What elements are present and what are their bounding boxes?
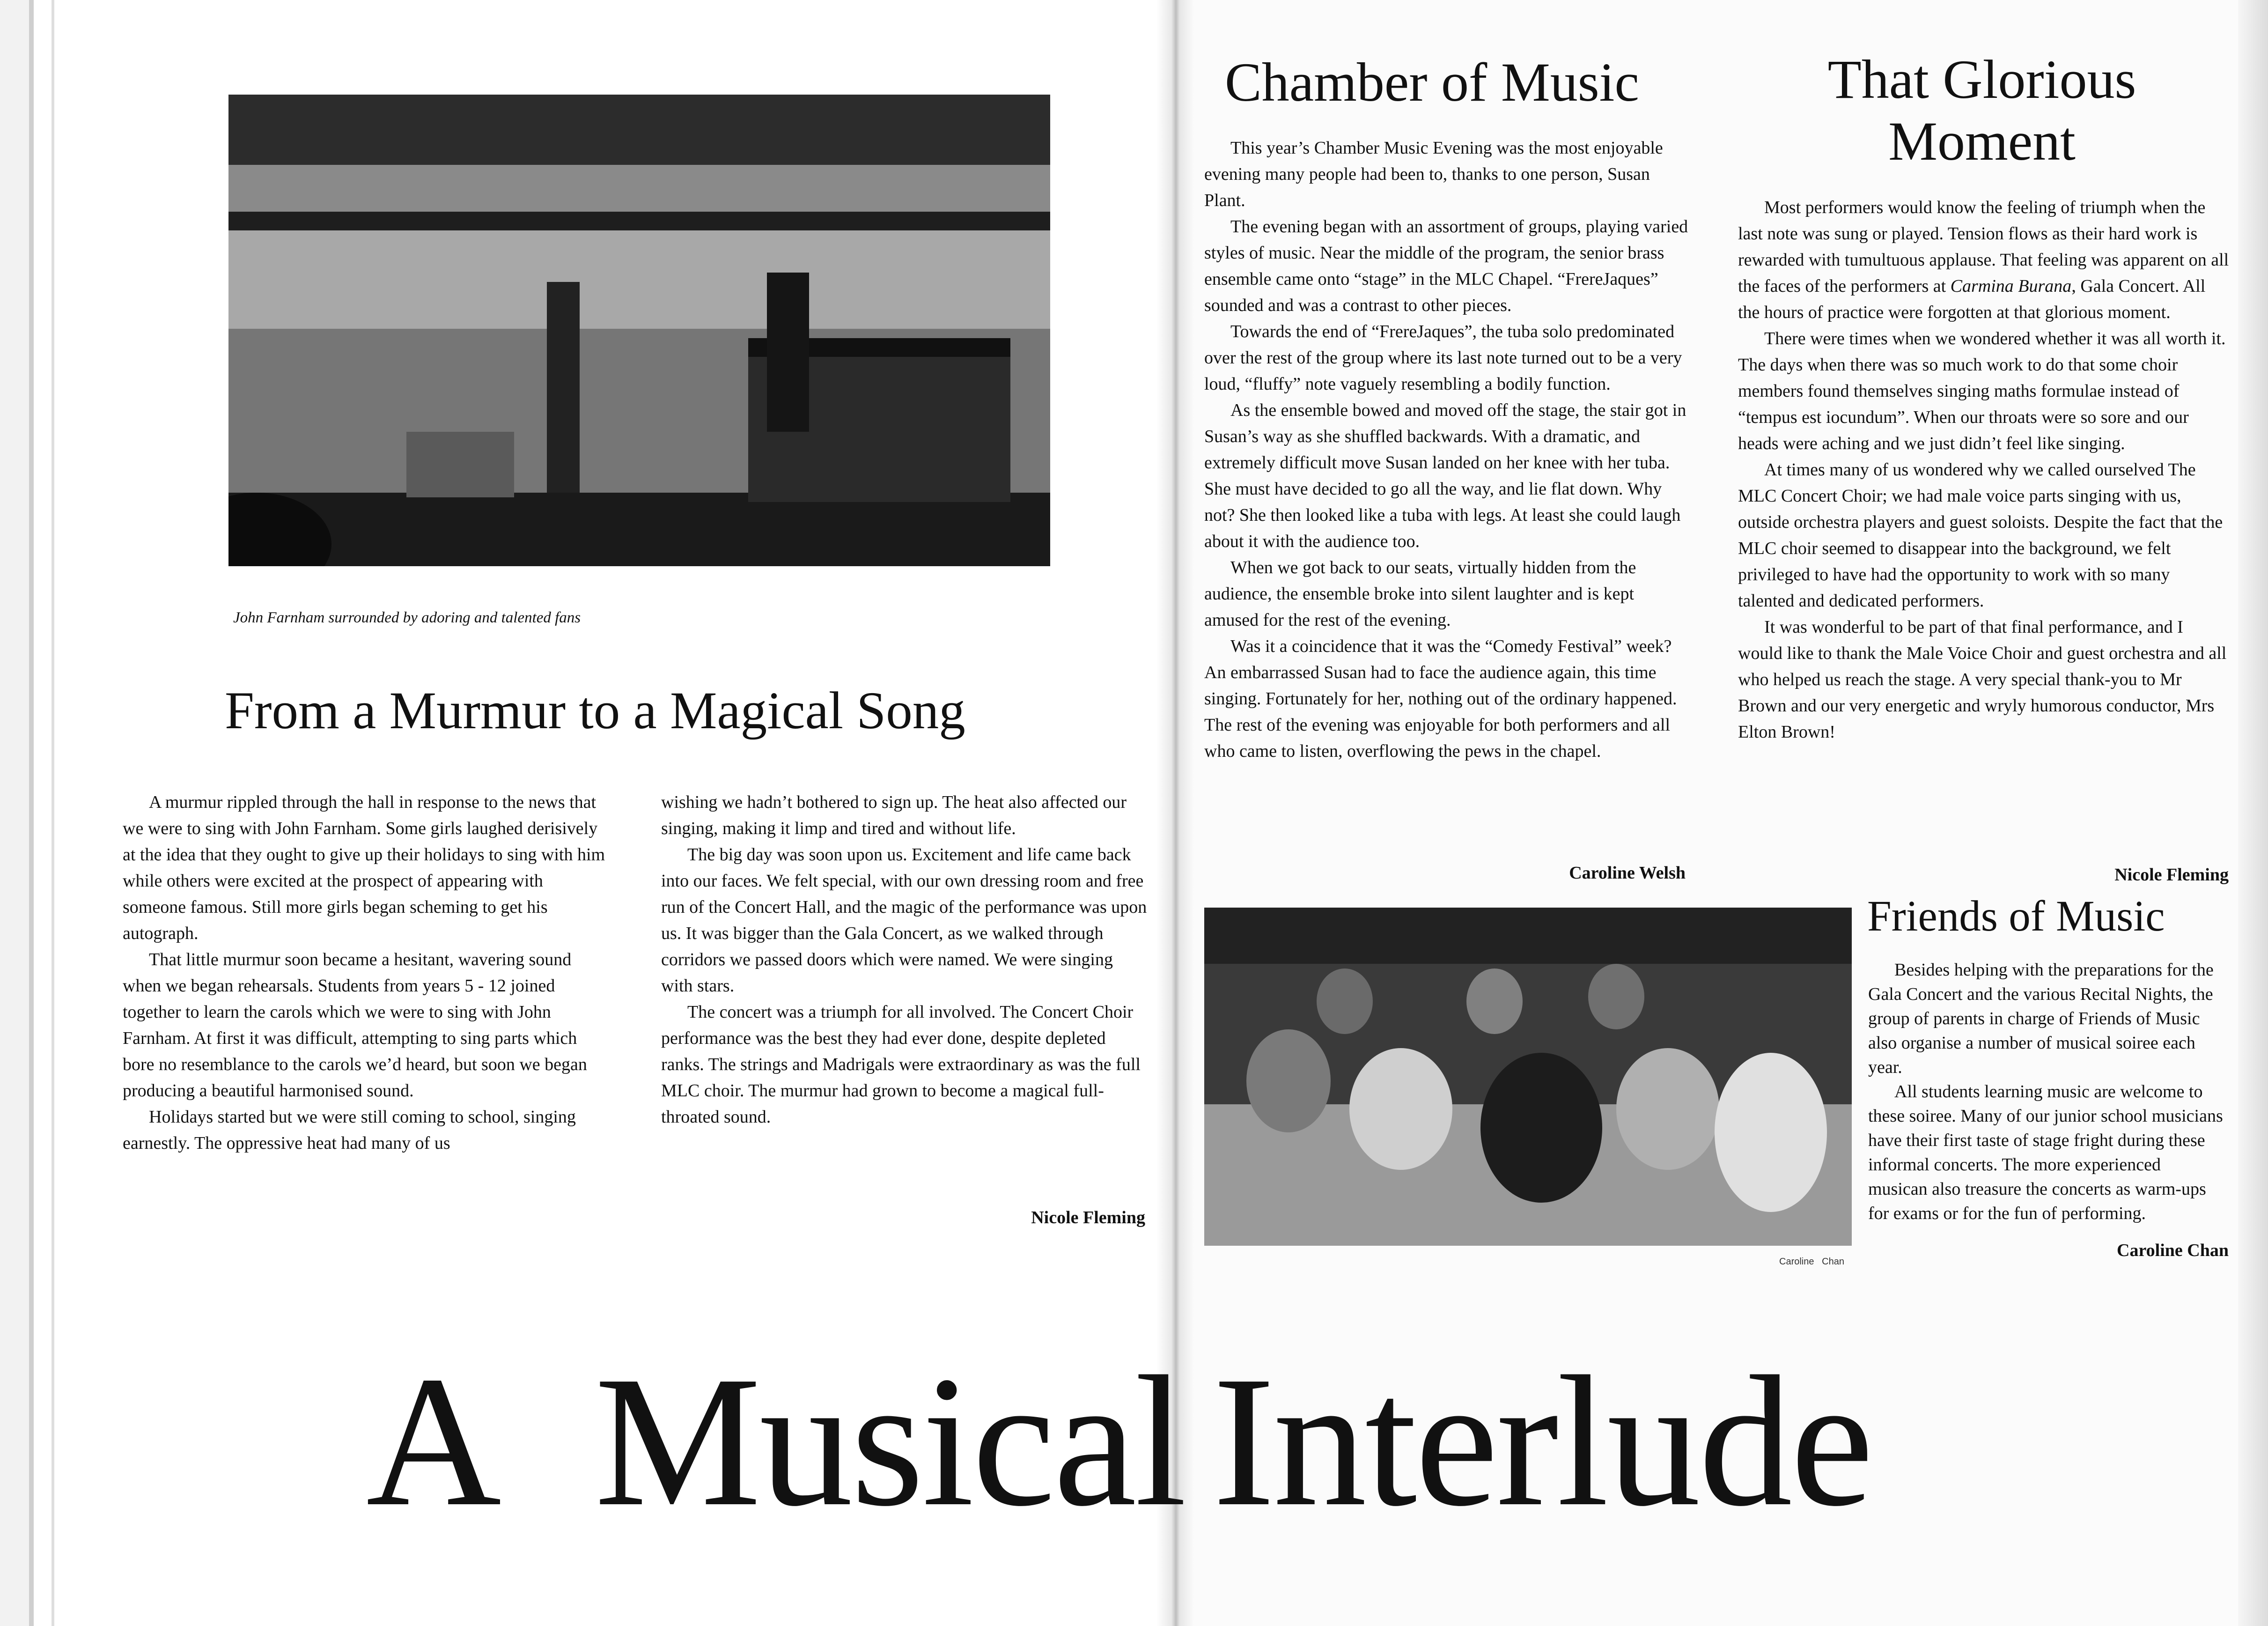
article-column-1	[123, 789, 610, 1156]
article-byline: Nicole Fleming	[1031, 1208, 1145, 1227]
chamber-body	[1204, 135, 1691, 764]
paragraph: It was wonderful to be part of that final performance, and I would like to thank the Male Voice Choir and guest orchestra and all who helped us reach the stage. A very special thank-you to Mr Brown and our very energetic and wryly humorous conductor, Mrs Elton Brown!	[1738, 617, 2227, 742]
paragraph: Was it a coincidence that it was the “Comedy Festival” week? An embarrassed Susan had to face the audience again, this time singing. Fortunately for her, nothing out of the ordinary happened. The rest of the evening was enjoyable for both performers and all who came to listen, overflowing the pews in the chapel.	[1204, 636, 1677, 761]
paragraph: Towards the end of “FrereJaques”, the tuba solo predominated over the rest of the group where its last note turned out to be a very loud, “fluffy” note vaguely resembling a bodily function.	[1204, 322, 1682, 394]
paragraph: A murmur rippled through the hall in response to the news that we were to sing with John Farnham. Some girls laughed derisively at the idea that they ought to give up their holidays to sing with him while others were excited at the prospect of appearing with someone famous. Still more girls began scheming to get his autograph.	[123, 792, 605, 943]
paragraph: When we got back to our seats, virtually hidden from the audience, the ensemble broke into silent laughter and is kept amused for the rest of the evening.	[1204, 558, 1636, 630]
page-edge	[0, 0, 29, 1626]
glorious-title-line1: That Glorious	[1827, 49, 2136, 110]
photo-credit: Caroline Chan	[1779, 1256, 1844, 1267]
friends-title: Friends of Music	[1867, 892, 2165, 940]
banner-word-interlude: Interlude	[1213, 1338, 1872, 1545]
paragraph: Holidays started but we were still coming to school, singing earnestly. The oppressive heat had many of us	[123, 1107, 576, 1153]
chamber-title: Chamber of Music	[1225, 52, 1639, 113]
work-title: Carmina Burana	[1950, 276, 2072, 296]
glorious-byline: Nicole Fleming	[2114, 865, 2229, 885]
paragraph	[1738, 194, 2230, 325]
friends-photo	[1204, 908, 1852, 1246]
choir-photo	[228, 95, 1050, 566]
chamber-byline: Caroline Welsh	[1569, 863, 1686, 883]
paragraph: That little murmur soon became a hesitant, wavering sound when we began rehearsals. Students from years 5 - 12 joined together to learn the carols which we were to sing with John Farnham. At first it was difficult, attempting to sing parts which bore no resemblance to the carols we’d heard, but soon we began producing a beautiful harmonised sound.	[123, 950, 587, 1101]
banner-word-musical: Musical	[595, 1338, 1185, 1545]
glorious-title-line2: Moment	[1888, 111, 2076, 172]
glorious-body	[1738, 194, 2230, 745]
glorious-title	[1717, 49, 2246, 172]
text: , Gala Concert. All the hours of practice were forgotten at that glorious moment.	[1738, 276, 2206, 322]
photo-caption: John Farnham surrounded by adoring and talented fans	[233, 609, 581, 626]
paragraph: There were times when we wondered whether it was all worth it. The days when there was so much work to do that some choir members found themselves singing maths formulae instead of “tempus est iocundum”. When our throats were so sore and our heads were aching and we just didn’t feel like singing.	[1738, 329, 2226, 453]
friends-byline: Caroline Chan	[2117, 1241, 2229, 1260]
paragraph: Besides helping with the preparations for the Gala Concert and the various Recital Nights, the group of parents in charge of Friends of Music also organise a number of musical soiree each year.	[1868, 960, 2214, 1077]
page-edge-line	[52, 0, 54, 1626]
paragraph: All students learning music are welcome to these soiree. Many of our junior school musicians have their first taste of stage fright during these informal concerts. The more experienced musican also treasure the concerts as warm-ups for exams or for the fun of performing.	[1868, 1082, 2223, 1223]
page-edge-shadow	[29, 0, 34, 1626]
paragraph: At times many of us wondered why we called ourselved The MLC Concert Choir; we had male voice parts singing with us, outside orchestra players and guest soloists. Despite the fact that the MLC choir seemed to disappear into the background, we felt privileged to have had the opportunity to work with so many talented and dedicated performers.	[1738, 460, 2223, 611]
friends-body	[1868, 958, 2224, 1226]
paragraph: As the ensemble bowed and moved off the stage, the stair got in Susan’s way as she shuffled backwards. With a dramatic, and extremely difficult move Susan landed on her knee with her tuba. She must have decided to go all the way, and lie flat down. Why not? She then looked like a tuba with legs. At least she could laugh about it with the audience too.	[1204, 400, 1686, 551]
paragraph: The big day was soon upon us. Excitement and life came back into our faces. We felt special, with our own dressing room and free run of the Concert Hall, and the magic of the performance was upon us. It was bigger than the Gala Concert, as we walked through corridors we passed doors which were named. We were singing with stars.	[661, 845, 1147, 996]
paragraph: The concert was a triumph for all involved. The Concert Choir performance was the best they had ever done, despite depleted ranks. The strings and Madrigals were extraordinary as was the full MLC choir. The murmur had grown to become a magical full-throated sound.	[661, 1002, 1141, 1127]
paragraph: This year’s Chamber Music Evening was the most enjoyable evening many people had been to, thanks to one person, Susan Plant.	[1204, 138, 1663, 210]
text: Most performers would know the feeling of triumph when the last note was sung or played. Tension flows as their hard work is rewarded with tumultuous applause. That feeling was apparent on all the faces of the performers at	[1738, 198, 2229, 296]
banner-word-a: A	[366, 1338, 500, 1545]
paragraph: The evening began with an assortment of groups, playing varied styles of music. Near the middle of the program, the senior brass ensemble came onto “stage” in the MLC Chapel. “FrereJaques” sounded and was a contrast to other pieces.	[1204, 217, 1688, 315]
page-edge-right	[2238, 0, 2268, 1626]
article-column-2	[661, 789, 1148, 1130]
article-title: From a Murmur to a Magical Song	[225, 681, 965, 740]
paragraph: wishing we hadn’t bothered to sign up. The heat also affected our singing, making it limp and tired and without life.	[661, 792, 1127, 838]
